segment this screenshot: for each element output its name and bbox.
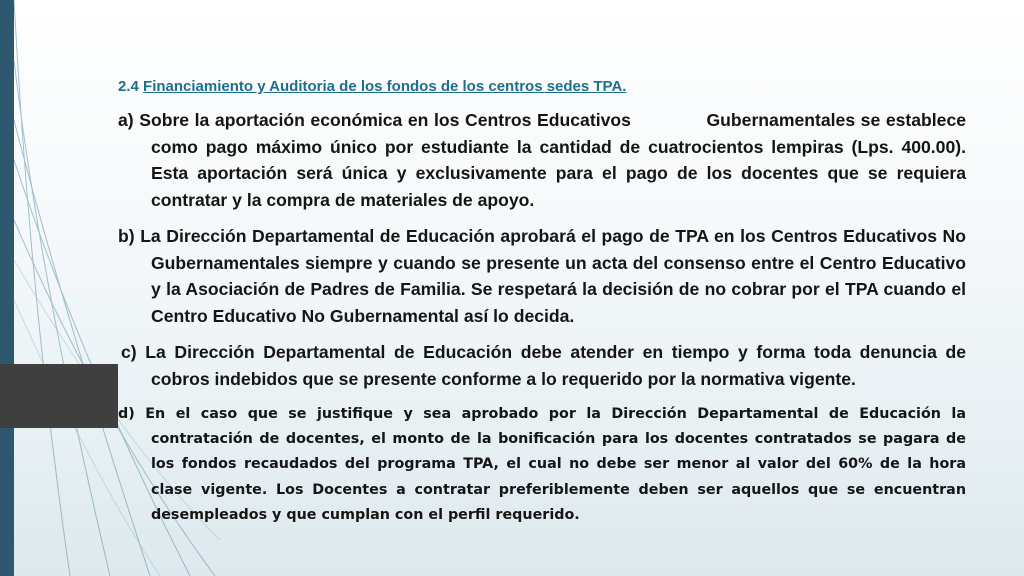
section-heading [118, 78, 966, 95]
item-a-text-part1: Sobre la aportación económica en los Centros Educativos [139, 110, 631, 130]
item-a-text-part2: Gubernamentales se establece como pago máximo único por estudiante la cantidad de cuatrocientos lempiras (Lps. 400.00). Esta aportación será única y exclusivamente para el pago de los docentes que se requiera contratar y la compra de materiales de apoyo. [151, 110, 967, 210]
item-b [118, 223, 966, 329]
item-a-label: a) [118, 110, 134, 130]
section-tab [0, 364, 118, 428]
section-title-link[interactable]: Financiamiento y Auditoria de los fondos de los centros sedes TPA. [143, 78, 627, 95]
item-c-text: La Dirección Departamental de Educación debe atender en tiempo y forma toda denuncia de cobros indebidos que se presente conforme a lo requerido por la normativa vigente. [145, 342, 966, 389]
item-a [118, 107, 966, 213]
section-number: 2.4 [118, 78, 139, 95]
item-b-label: b) [118, 226, 135, 246]
item-d-text: En el caso que se justifique y sea aprobado por la Dirección Departamental de Educación la contratación de docentes, el monto de la bonificación para los docentes contratados se pagara de los fondos recaudados del programa TPA, el cual no debe ser menor al valor del 60% de la hora clase vigente. Los Docentes a contratar preferiblemente deben ser aquellos que se encuentran desempleados y que cumplan con el perfil requerido. [145, 406, 966, 523]
item-c [118, 339, 966, 392]
item-b-text: La Dirección Departamental de Educación aprobará el pago de TPA en los Centros Educativos No Gubernamentales siempre y cuando se presente un acta del consenso entre el Centro Educativo y la Asociación de Padres de Familia. Se respetará la decisión de no cobrar por el TPA cuando el Centro Educativo No Gubernamental así lo decida. [140, 226, 966, 326]
item-d [118, 402, 966, 528]
slide-content [118, 78, 966, 528]
item-d-label: d) [118, 406, 135, 422]
item-c-label: c) [121, 342, 137, 362]
